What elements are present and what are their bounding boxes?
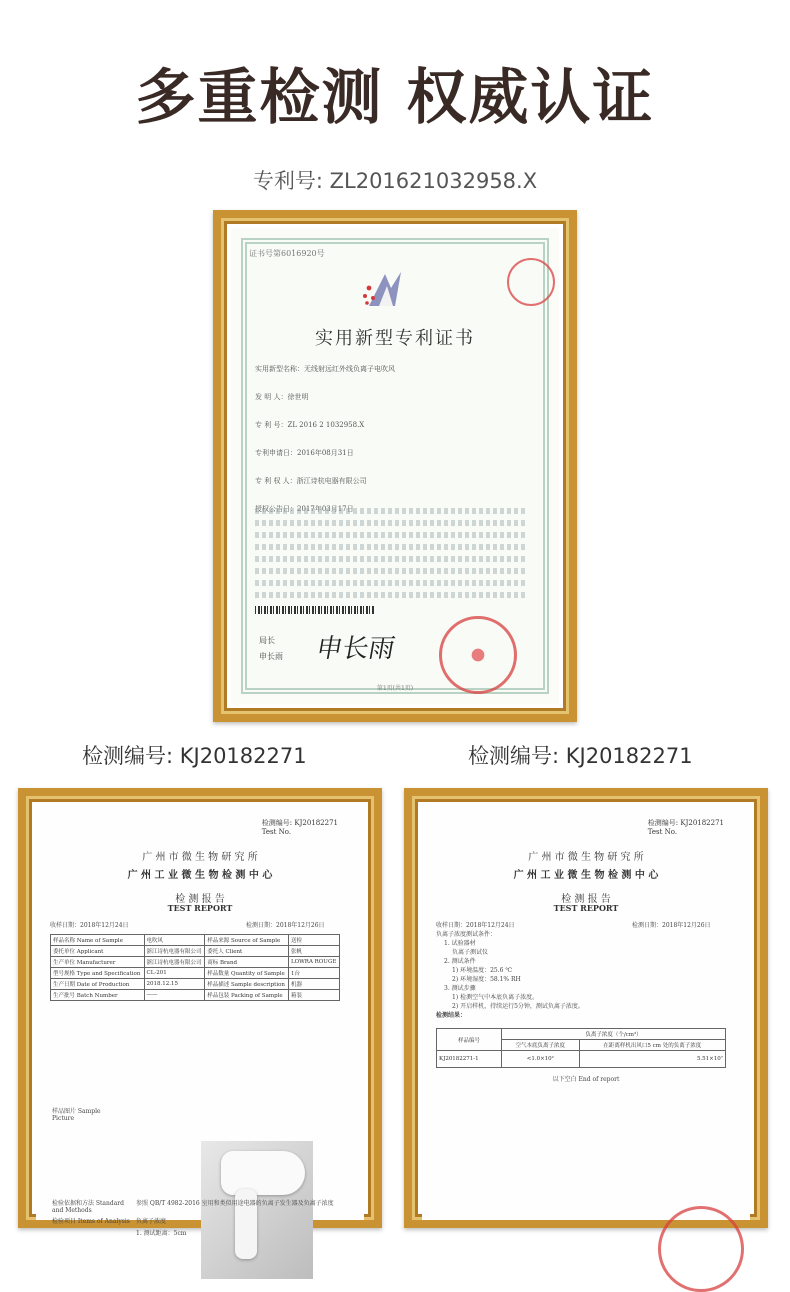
signature-label-1: 局长 [259, 636, 275, 645]
field-inventor: 发 明 人：徐世明 [255, 393, 309, 401]
date-analyzed: 检测日期：2018年12月26日 [246, 922, 325, 929]
report-title-en: TEST REPORT [167, 903, 233, 913]
date-received: 收样日期：2018年12月24日 [436, 922, 515, 929]
standard-label: 检验依据和方法 Standard and Methods [52, 1200, 124, 1214]
table-row: 生产单位 Manufacturer 浙江诗杭电器有限公司 商标 Brand LOWRA ROUGE [51, 957, 340, 968]
report-label-right: 检测编号: KJ20182271 [468, 744, 693, 768]
certificate-body-text [255, 508, 527, 604]
report-test-no [262, 818, 338, 836]
report-test-no-cn: 检测编号: KJ20182271 [647, 819, 724, 827]
note-line: 2) 环境湿度：58.1% RH [452, 976, 521, 983]
table-row: 空气本底负离子浓度 在距离样机出风口5 cm 处的负离子浓度 [437, 1040, 726, 1051]
institute-name-2: 广 州 工 业 微 生 物 检 测 中 心 [127, 870, 273, 881]
table-row: 型号规格 Type and Specification CL-201 样品数量 Quantity of Sample 1台 [51, 968, 340, 979]
end-of-report: 以下空白 End of report [552, 1076, 620, 1083]
report-test-no-en: Test No. [261, 828, 292, 836]
note-line: 负离子浓度测试条件： [436, 931, 497, 938]
institute-name-1: 广 州 市 微 生 物 研 究 所 [142, 852, 258, 863]
note-line: 2) 开启样机，持续运行5分钟，测试负离子浓度。 [452, 1003, 584, 1010]
field-patent-no: 专 利 号：ZL 2016 2 1032958.X [255, 421, 365, 429]
report-title-en: TEST REPORT [553, 903, 619, 913]
patent-certificate [231, 228, 559, 704]
table-row: 生产批号 Batch Number —— 样品包装 Packing of Sample 箱装 [51, 990, 340, 1001]
note-line: 1. 试验器材 [444, 940, 476, 947]
bottom-red-seal [658, 1206, 744, 1292]
sample-photo-hair-dryer [201, 1141, 313, 1279]
test-notes [436, 930, 584, 1020]
sample-info-table [50, 934, 340, 1001]
note-line: 3. 测试步骤 [444, 985, 476, 992]
field-apply-date: 专利申请日：2016年08月31日 [255, 449, 354, 457]
test-report-left [36, 806, 364, 1237]
institute-name-2: 广 州 工 业 微 生 物 检 测 中 心 [513, 870, 659, 881]
patent-office-emblem-icon [361, 268, 407, 312]
report-test-no [648, 818, 724, 836]
test-report-right [422, 806, 750, 1220]
items-value: 负离子浓度 [136, 1218, 167, 1225]
note-line: 1) 环境温度：25.6 ℃ [452, 967, 513, 974]
test-report-frame-right [404, 788, 768, 1228]
report-title: 检 测 报 告 [175, 894, 225, 905]
table-row: 委托单位 Applicant 浙江诗杭电器有限公司 委托人 Client 张帆 [51, 946, 340, 957]
certificate-title: 实用新型专利证书 [315, 328, 475, 349]
test-distance: 1. 测试距离：5cm [136, 1230, 187, 1237]
report-label-left: 检测编号: KJ20182271 [82, 744, 307, 768]
date-analyzed: 检测日期：2018年12月26日 [632, 922, 711, 929]
handwritten-signature: 申长雨 [313, 634, 398, 664]
table-row: 样品名称 Name of Sample 电吹风 样品来源 Source of Sample 送检 [51, 935, 340, 946]
certificate-page-number: 第1页(共1页) [376, 685, 414, 692]
sample-picture-label: 样品图片 Sample Picture [52, 1108, 101, 1122]
barcode [255, 606, 375, 614]
result-table [436, 1028, 726, 1068]
note-line: 检测结果： [436, 1012, 467, 1019]
field-grant-date: 授权公告日：2017年03月17日 [255, 505, 354, 513]
patent-certificate-frame [213, 210, 577, 722]
report-title: 检 测 报 告 [561, 894, 611, 905]
test-report-frame-left [18, 788, 382, 1237]
patent-number: 专利号: ZL201621032958.X [252, 169, 538, 193]
report-test-no-en: Test No. [647, 828, 678, 836]
report-test-no-cn: 检测编号: KJ20182271 [261, 819, 338, 827]
signature-title [259, 633, 283, 665]
standard-value: 参照 QB/T 4982-2016 室用和类似用途电器的负离子发生器及负离子浓度 [136, 1200, 334, 1207]
signature-label-2: 申长雨 [259, 652, 283, 661]
note-line: 1) 检测空气中本底负离子浓度。 [452, 994, 539, 1001]
certificate-fields [255, 364, 515, 532]
page-title: 多重检测 权威认证 [135, 63, 655, 133]
items-label: 检验项目 Items of Analysis [52, 1218, 130, 1225]
note-line: 2. 测试条件 [444, 958, 476, 965]
table-row: 样品编号 负离子浓度（个/cm³） [437, 1029, 726, 1040]
table-row: KJ20182271-1 <1.0×10² 5.51×10⁷ [437, 1051, 726, 1068]
field-name: 实用新型名称：无线射远红外线负离子电吹风 [255, 365, 395, 373]
note-line: 负离子测试仪 [452, 949, 489, 956]
certificate-serial: 证书号第6016920号 [249, 249, 325, 258]
table-row: 生产日期 Date of Production 2018.12.15 样品描述 Sample description 机器 [51, 979, 340, 990]
institute-name-1: 广 州 市 微 生 物 研 究 所 [528, 852, 644, 863]
hair-dryer-head [221, 1151, 305, 1195]
top-right-red-seal [507, 258, 555, 306]
field-holder: 专 利 权 人：浙江诗杭电器有限公司 [255, 477, 367, 485]
date-received: 收样日期：2018年12月24日 [50, 922, 129, 929]
